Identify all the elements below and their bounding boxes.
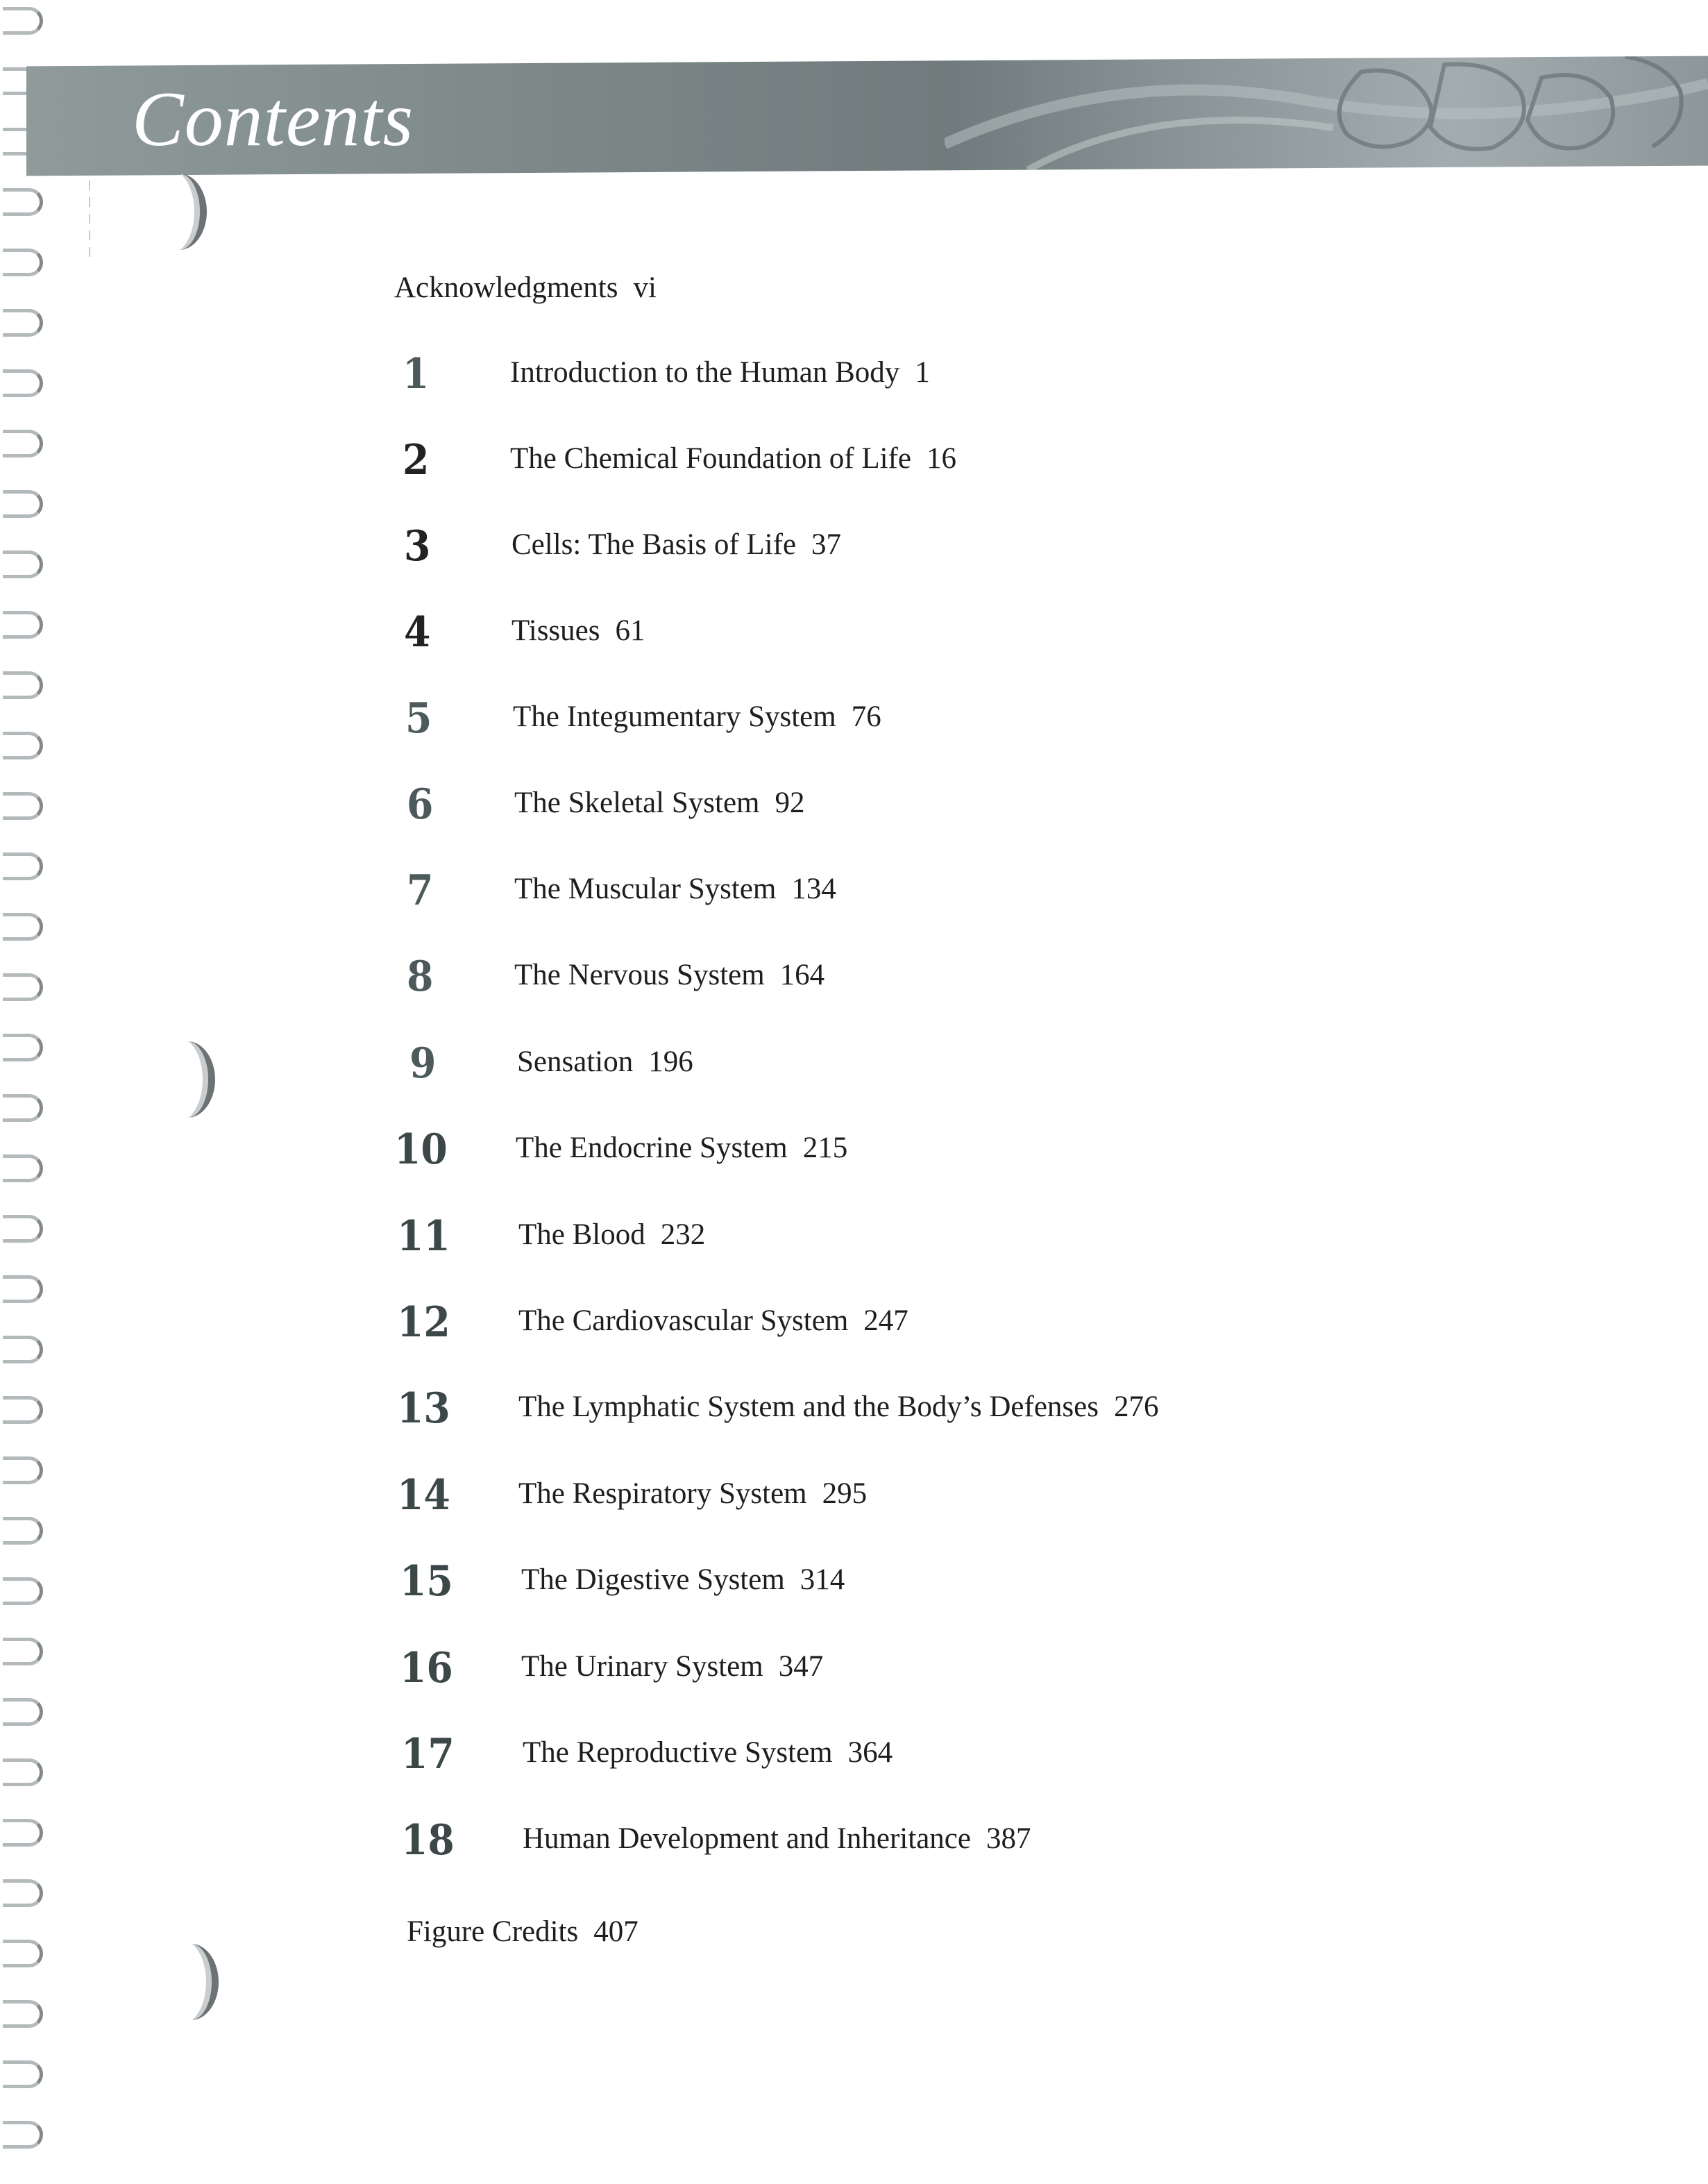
chapter-number: 6	[407, 780, 434, 829]
page-number: 196	[648, 1045, 693, 1078]
page-number: 37	[811, 528, 842, 561]
chapter-number: 9	[409, 1039, 437, 1088]
chapter-number: 17	[401, 1730, 455, 1779]
chapter-title: The Urinary System	[521, 1650, 763, 1683]
page-number: 76	[851, 700, 881, 733]
chapter-number: 11	[397, 1212, 450, 1261]
chapter-title: The Muscular System	[514, 873, 777, 905]
page-number: 232	[660, 1218, 706, 1251]
page-number: 92	[775, 787, 805, 819]
chapter-number: 13	[397, 1384, 450, 1433]
chapter-title: Sensation	[517, 1045, 634, 1078]
page-number: 16	[926, 442, 956, 475]
chapter-title: The Digestive System	[521, 1563, 785, 1596]
page-number: 407	[593, 1915, 639, 1948]
chapter-title: The Reproductive System	[523, 1736, 833, 1769]
page-number: 314	[800, 1563, 845, 1596]
chapter-title: Human Development and Inheritance	[523, 1822, 971, 1855]
chapter-number: 16	[400, 1644, 453, 1692]
page-number: 276	[1113, 1391, 1159, 1423]
chapter-number: 14	[397, 1471, 450, 1520]
page-number: 364	[847, 1736, 893, 1769]
chapter-number: 3	[404, 522, 431, 571]
chapter-title: The Integumentary System	[513, 700, 836, 733]
chapter-title: The Blood	[518, 1218, 645, 1251]
page-number: 61	[615, 614, 645, 647]
chapter-number: 18	[401, 1816, 455, 1865]
page-number: 134	[791, 873, 836, 905]
entry-label: Acknowledgments	[394, 271, 618, 304]
page-title: Contents	[132, 76, 414, 162]
page-number: 1	[915, 356, 930, 389]
chapter-title: The Cardiovascular System	[518, 1304, 849, 1337]
chapter-number: 5	[405, 694, 432, 743]
page-number: 247	[863, 1304, 908, 1337]
chapter-number: 7	[407, 866, 434, 915]
chapter-number: 8	[407, 952, 434, 1001]
page-number: 387	[986, 1822, 1031, 1855]
page-number: 164	[779, 959, 825, 991]
page-number: 347	[778, 1650, 824, 1683]
page-number: 215	[802, 1132, 848, 1164]
chapter-title: The Skeletal System	[514, 787, 760, 819]
chapter-number: 12	[397, 1298, 450, 1347]
chapter-number: 15	[400, 1557, 453, 1606]
page-number: vi	[633, 271, 657, 304]
chapter-title: The Lymphatic System and the Body’s Defenses	[518, 1391, 1099, 1423]
chapter-title: The Respiratory System	[518, 1477, 807, 1510]
chapter-title: The Endocrine System	[516, 1132, 788, 1164]
page-number: 295	[822, 1477, 868, 1510]
toc-entry-figure-credits[interactable]	[407, 1915, 639, 1949]
chapter-number: 4	[404, 608, 431, 657]
chapter-title: Cells: The Basis of Life	[511, 528, 797, 561]
chapter-title: The Nervous System	[514, 959, 765, 991]
chapter-number: 1	[403, 350, 430, 398]
toc-entry-acknowledgments[interactable]	[394, 271, 657, 305]
chapter-title: Tissues	[511, 614, 600, 647]
chapter-title: The Chemical Foundation of Life	[510, 442, 911, 475]
entry-label: Figure Credits	[407, 1915, 579, 1948]
chapter-number: 2	[403, 436, 430, 485]
chapter-title: Introduction to the Human Body	[510, 356, 900, 389]
chapter-number: 10	[394, 1125, 448, 1174]
